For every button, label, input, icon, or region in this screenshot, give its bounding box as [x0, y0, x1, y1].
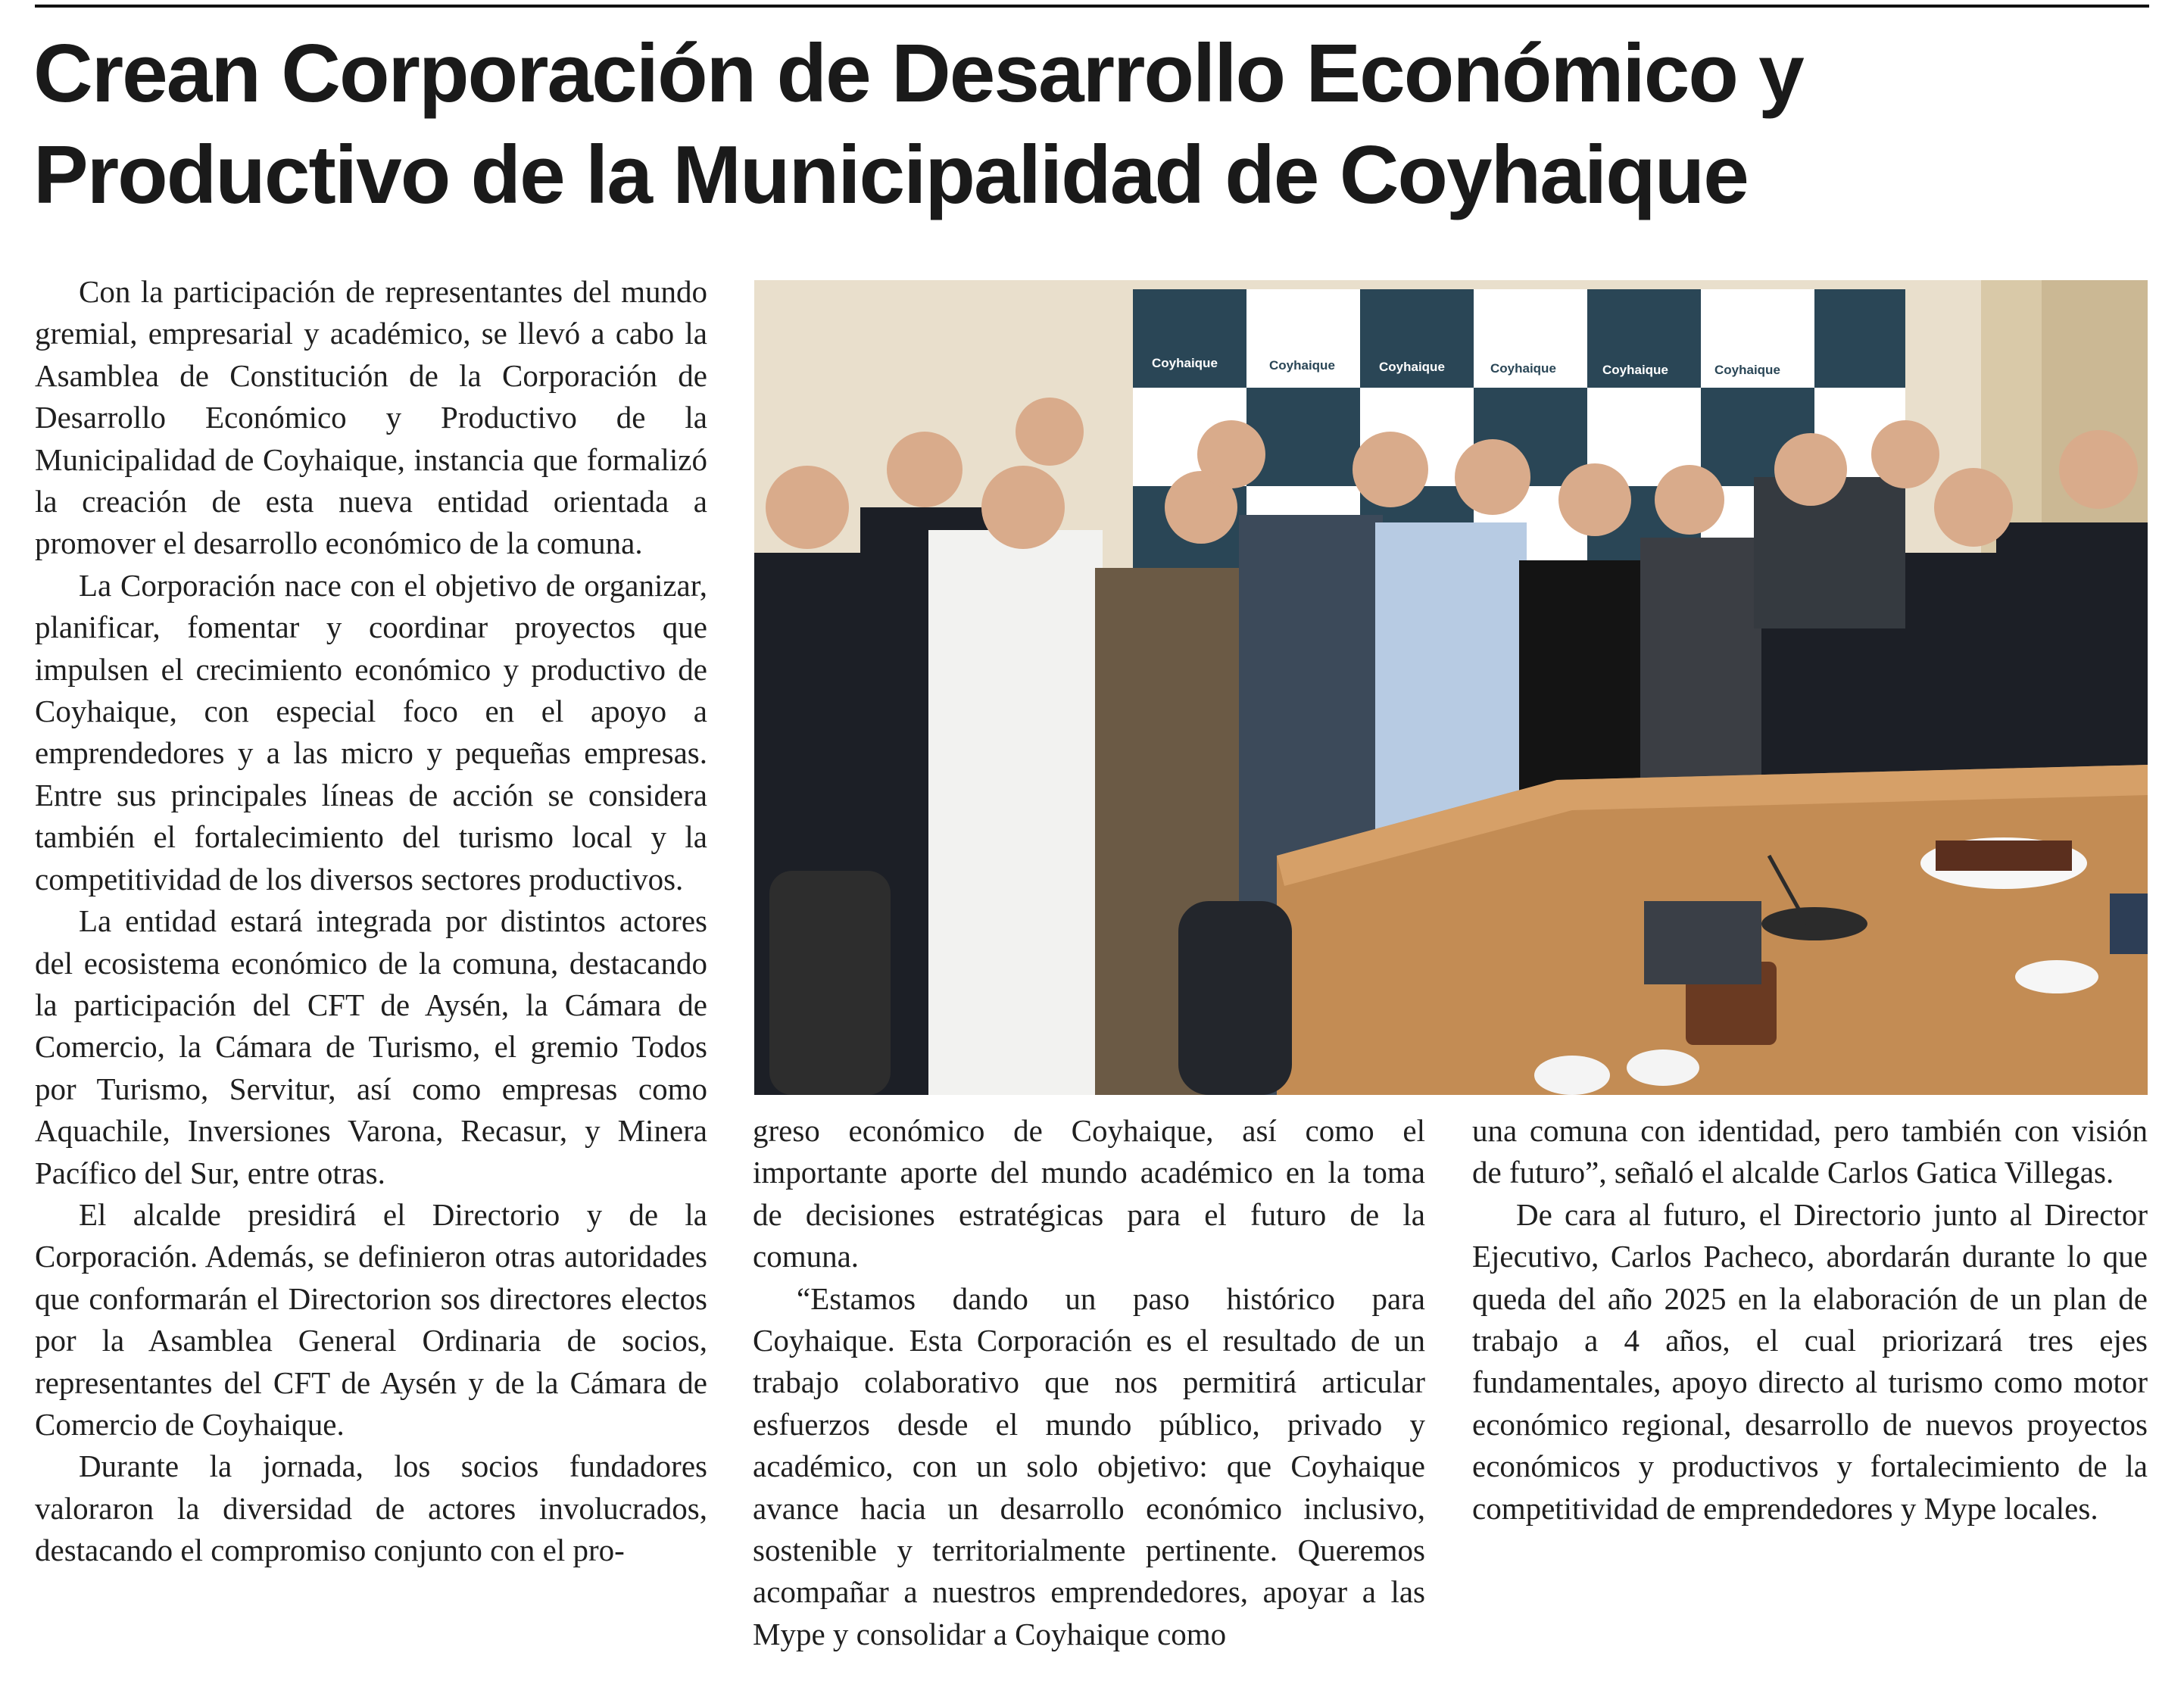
backdrop-label: Coyhaique [1490, 361, 1556, 376]
paragraph: La Corporación nace con el objetivo de organizar, planificar, fomentar y coordinar proyectos que impulsen el crecimiento económico y productivo de Coyhaique, con especial foco en el apoyo a emprendedores y a las micro y pequeñas empresas. Entre sus principales líneas de acción se considera también el fortalecimiento del turismo local y la competitividad de los diversos sectores productivos. [35, 567, 707, 897]
top-rule [35, 5, 2149, 8]
paragraph: La entidad estará integrada por distintos actores del ecosistema económico de la comuna, destacando la participación del CFT de Aysén, la Cámara de Comercio, la Cámara de Turismo, el gremio Todos por Turismo, Servitur, así como empresas como Aquachile, Inversiones Varona, Recasur, y Minera Pacífico del Sur, entre otras. [35, 903, 707, 1190]
backdrop-label: Coyhaique [1269, 358, 1335, 373]
article-photo [754, 280, 2148, 1095]
group-photo-illustration [754, 280, 2148, 1095]
paragraph: greso económico de Coyhaique, así como el importante aporte del mundo académico en la toma de decisiones estratégicas para el futuro de la comuna. [753, 1113, 1425, 1274]
paragraph: Con la participación de representantes del mundo gremial, empresarial y académico, se llevó a cabo la Asamblea de Constitución de la Corporación de Desarrollo Económico y Productivo de la Municipalidad de Coyhaique, instancia que formalizó la creación de esta nueva entidad orientada a promover el desarrollo económico de la comuna. [35, 274, 707, 561]
paragraph: El alcalde presidirá el Directorio y de la Corporación. Además, se definieron otras autoridades que conformarán el Directorion sos directores electos por la Asamblea General Ordinaria de socios, representantes del CFT de Aysén y de la Cámara de Comercio de Coyhaique. [35, 1196, 707, 1442]
paragraph: Durante la jornada, los socios fundadores valoraron la diversidad de actores involucrados, destacando el compromiso conjunto con el pro- [35, 1449, 707, 1568]
backdrop-label: Coyhaique [1602, 363, 1668, 377]
backdrop-label: Coyhaique [1379, 360, 1445, 374]
backdrop-label: Coyhaique [1714, 363, 1780, 377]
headline: Crean Corporación de Desarrollo Económico y Productivo de la Municipalidad de Coyhaique [33, 27, 1803, 221]
article-column-2 [753, 1110, 1425, 1655]
paragraph: De cara al futuro, el Directorio junto al Director Ejecutivo, Carlos Pacheco, abordarán durante lo que queda del año 2025 en la elaboración de un plan de trabajo a 4 años, el cual priorizará tres ejes fundamentales, apoyo directo al turismo como motor económico regional, desarrollo de nuevos proyectos económicos y productivos y fortalecimiento de la competitividad de emprendedores y Mype locales. [1472, 1196, 2148, 1526]
article-column-1 [35, 271, 707, 1572]
article-column-3 [1472, 1110, 2148, 1530]
backdrop-label: Coyhaique [1152, 356, 1218, 370]
paragraph: una comuna con identidad, pero también con visión de futuro”, señaló el alcalde Carlos Gatica Villegas. [1472, 1113, 2148, 1190]
paragraph: “Estamos dando un paso histórico para Coyhaique. Esta Corporación es el resultado de un trabajo colaborativo que nos permitirá articular esfuerzos desde el mundo público, privado y académico, con un solo objetivo: que Coyhaique avance hacia un desarrollo económico inclusivo, sostenible y territorialmente pertinente. Queremos acompañar a nuestros emprendedores, apoyar a las Mype y consolidar a Coyhaique como [753, 1280, 1425, 1651]
